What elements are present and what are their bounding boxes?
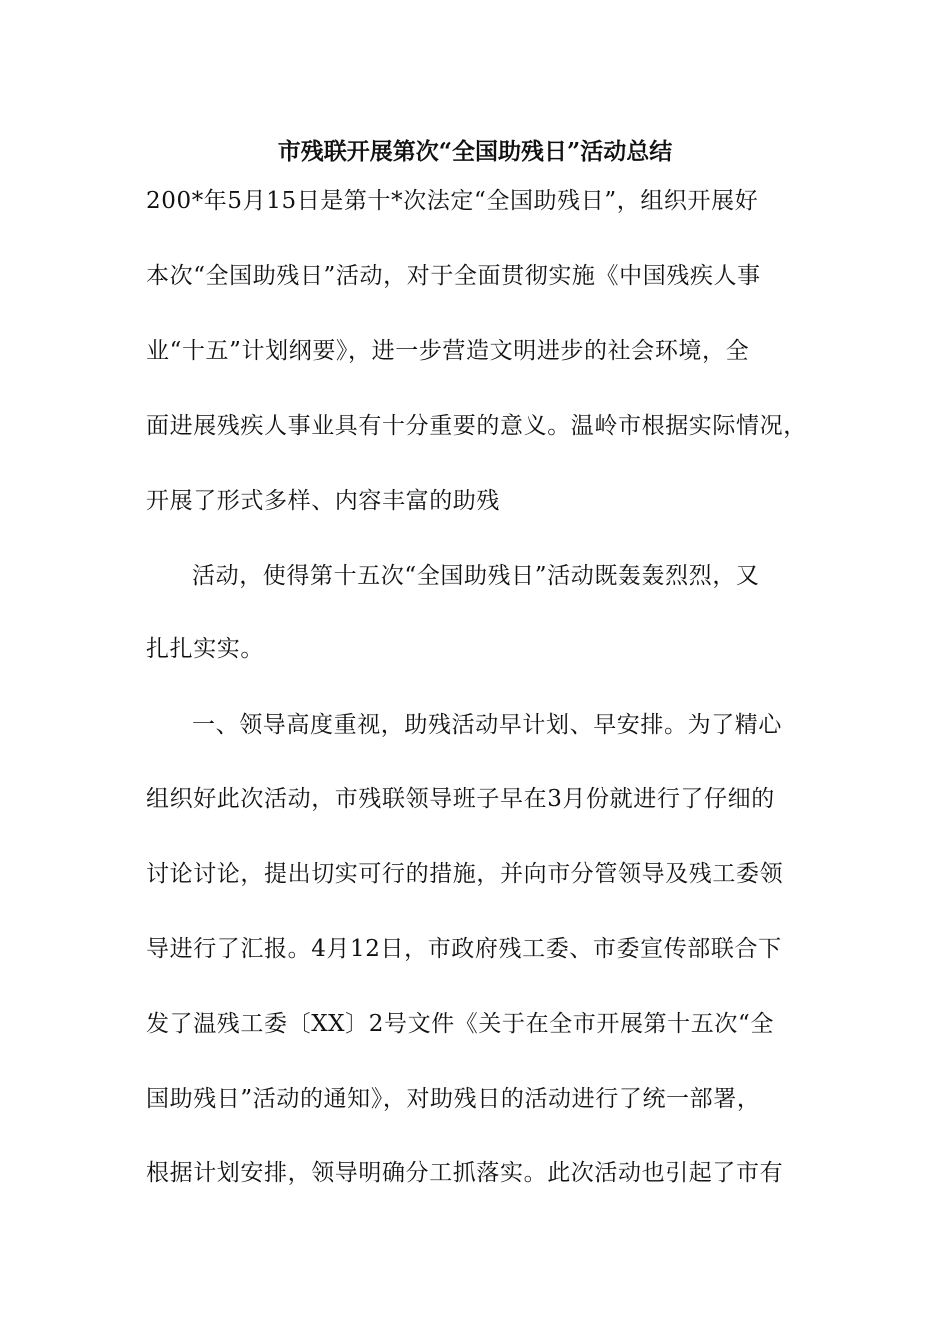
document-title: 市残联开展第次“全国助残日”活动总结 — [277, 138, 673, 165]
paragraph-line: 本次“全国助残日”活动，对于全面贯彻实施《中国残疾人事 — [146, 263, 761, 289]
paragraph-line: 面进展残疾人事业具有十分重要的意义。温岭市根据实际情况， — [146, 413, 807, 439]
paragraph-line: 导进行了汇报。4月12日，市政府残工委、市委宣传部联合下 — [146, 936, 782, 962]
paragraph-line: 国助残日”活动的通知》，对助残日的活动进行了统一部署， — [146, 1086, 761, 1112]
paragraph-line: 发了温残工委〔XX〕2号文件《关于在全市开展第十五次“全 — [146, 1011, 774, 1037]
paragraph-line: 根据计划安排，领导明确分工抓落实。此次活动也引起了市有 — [146, 1160, 784, 1186]
paragraph-line: 扎扎实实。 — [146, 636, 264, 662]
paragraph-line: 业“十五”计划纲要》，进一步营造文明进步的社会环境，全 — [146, 338, 750, 364]
paragraph-line: 讨论讨论，提出切实可行的措施，并向市分管领导及残工委领 — [146, 861, 784, 887]
paragraph-line: 一、领导高度重视，助残活动早计划、早安排。为了精心 — [192, 712, 782, 738]
paragraph-line: 开展了形式多样、内容丰富的助残 — [146, 488, 500, 514]
paragraph-line: 200*年5月15日是第十*次法定“全国助残日”，组织开展好 — [146, 188, 759, 214]
paragraph-line: 组织好此次活动，市残联领导班子早在3月份就进行了仔细的 — [146, 786, 775, 812]
paragraph-line: 活动，使得第十五次“全国助残日”活动既轰轰烈烈，又 — [192, 563, 760, 589]
